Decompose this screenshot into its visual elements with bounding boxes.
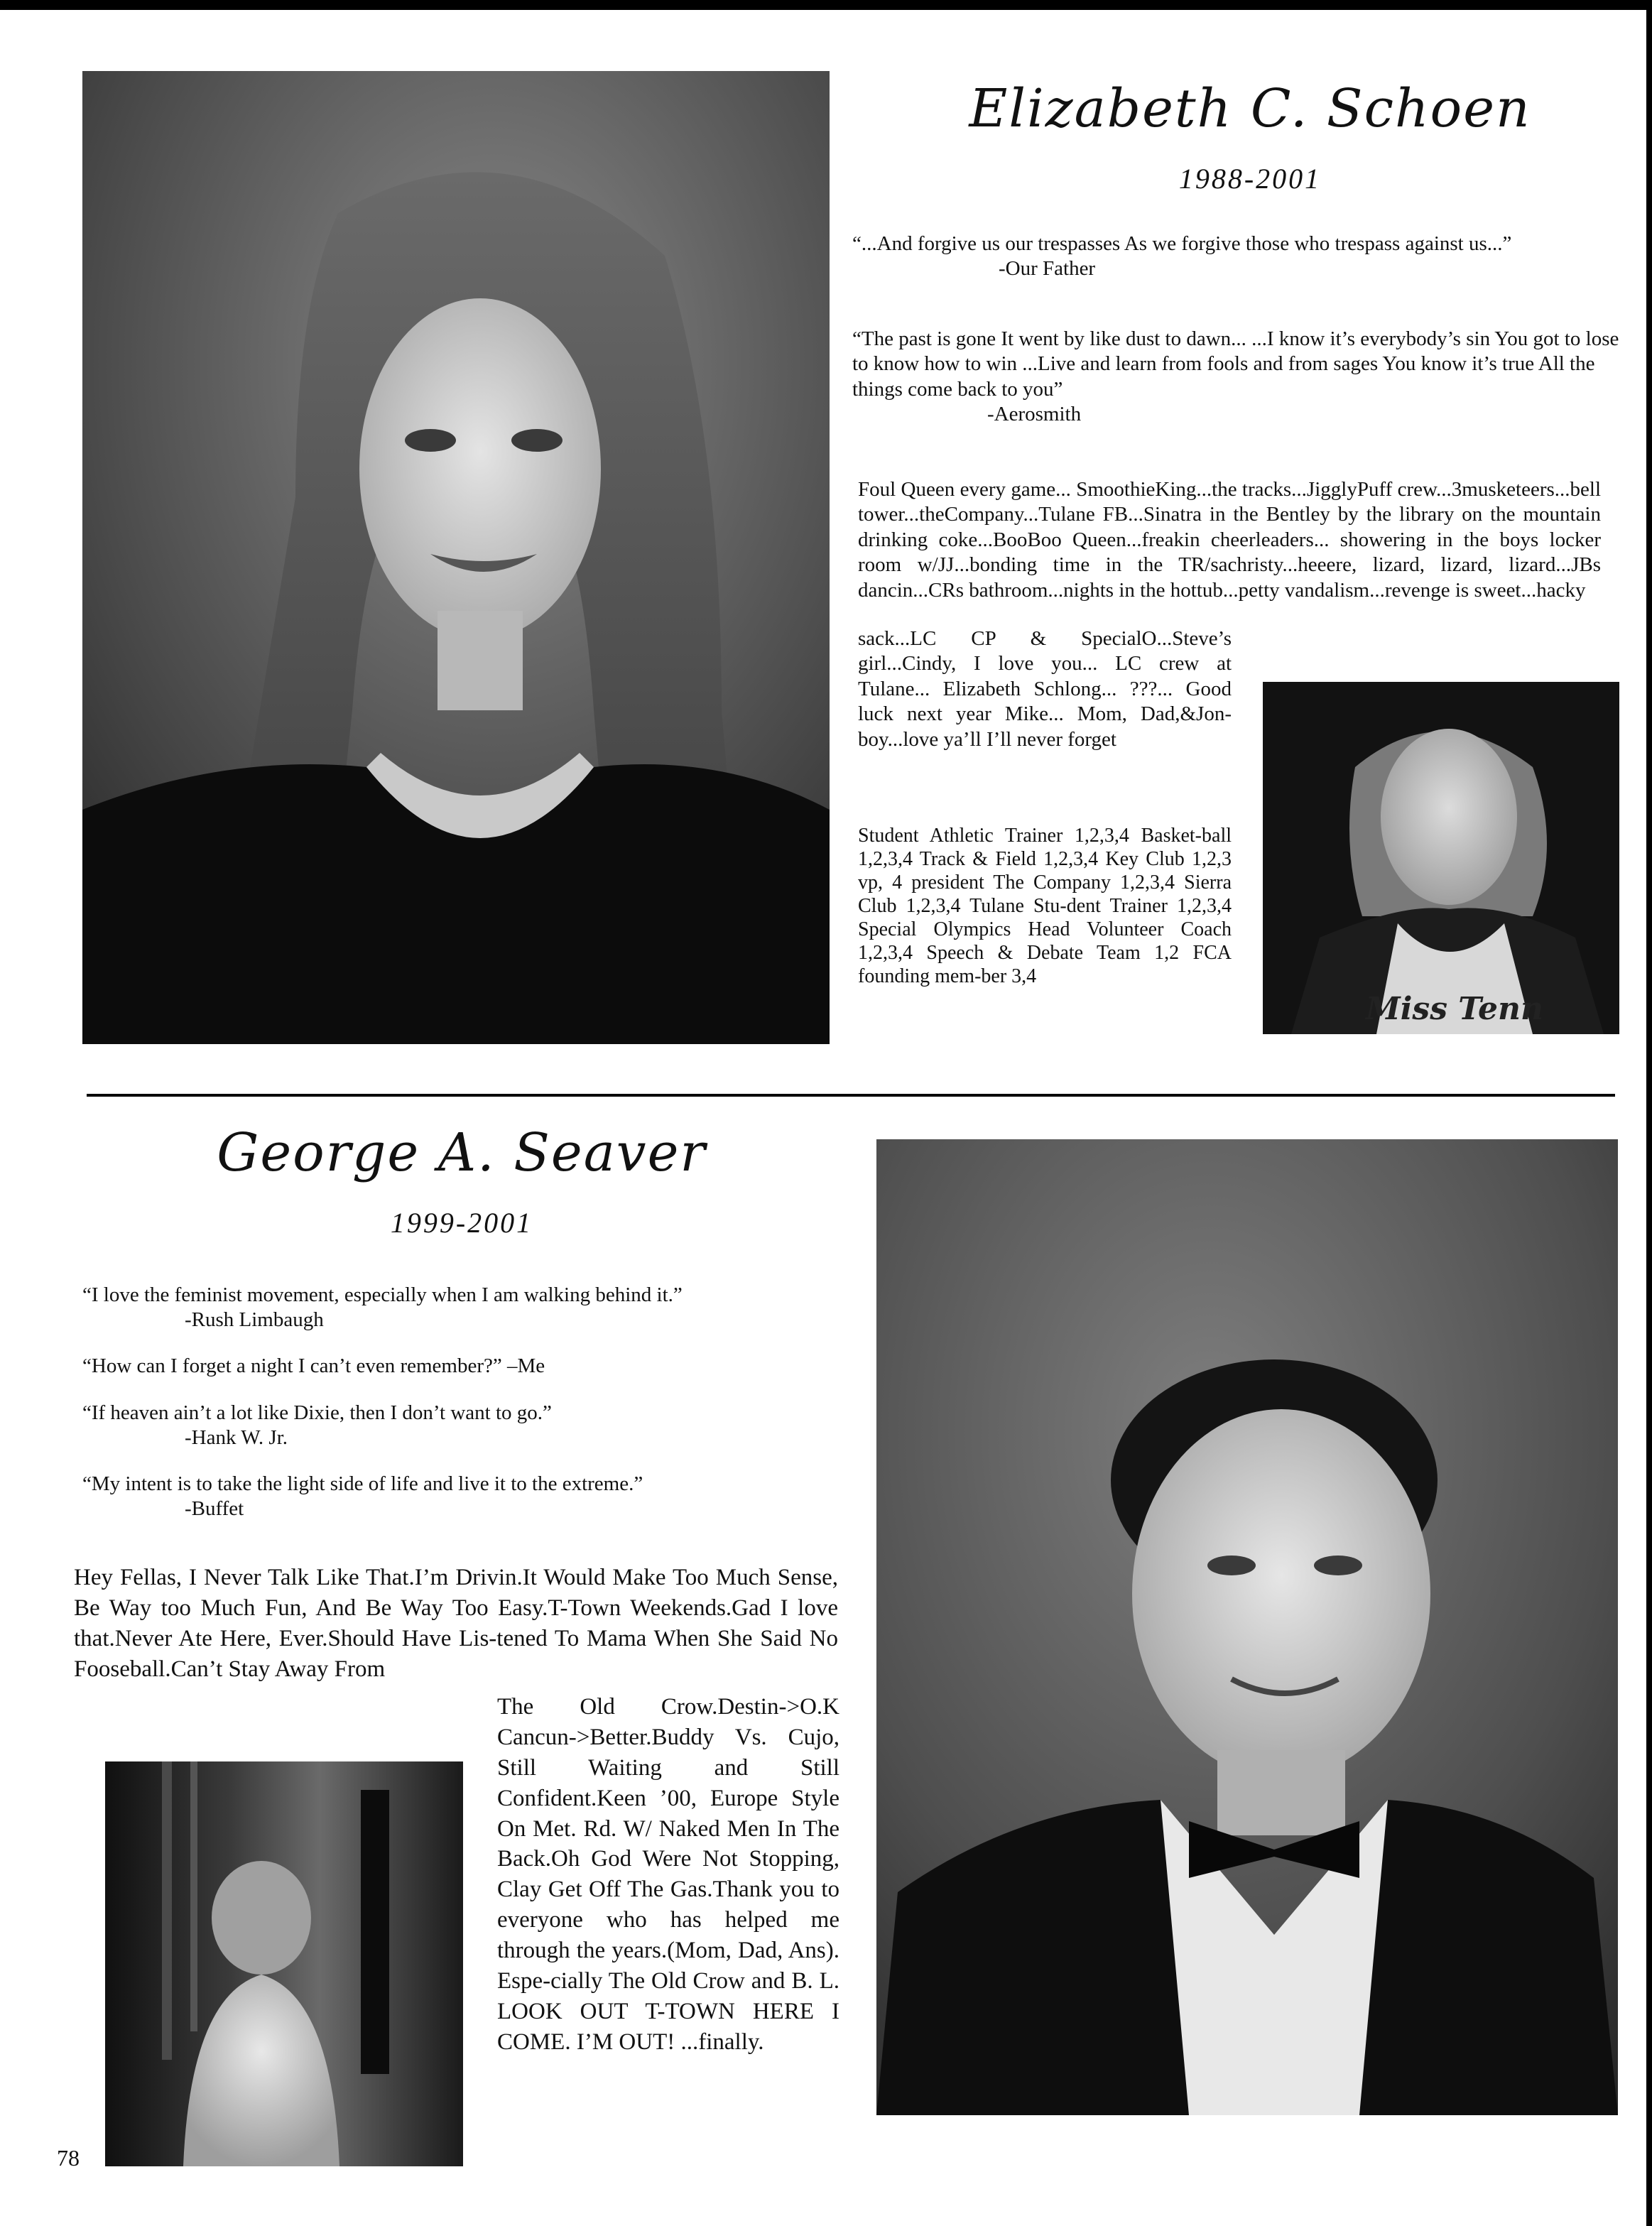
student1-name: Elizabeth C. Schoen	[969, 78, 1531, 139]
student1-quote-2-attribution: -Aerosmith	[987, 403, 1082, 426]
elizabeth-candid-photo	[1263, 682, 1619, 1034]
student2-quote-4	[82, 1472, 864, 1522]
student2-quote-1	[82, 1283, 864, 1333]
student2-bio-narrow: The Old Crow.Destin->O.K Cancun->Better.Buddy Vs. Cujo, Still Waiting and Still Confident.Keen ’00, Europe Style On Met. Rd. W/ Naked Men In The Back.Oh God Were Not Stopping, Clay Get Off The Gas.Thank you to everyone who has helped me through the years.(Mom, Dad, Ans). Espe-cially The Old Crow and B. L. LOOK OUT T-TOWN HERE I COME. I’M OUT! ...finally.	[497, 1694, 839, 2055]
student1-quote-2-text: “The past is gone It went by like dust to dawn... ...I know it’s everybody’s sin You got to lose to know how to win ...Live and learn from fools and from sages You know it’s true All the things come back to you”	[852, 327, 1619, 401]
page-right-border	[1646, 0, 1652, 2226]
student1-quote-1-text: “...And forgive us our trespasses As we forgive those who trespass against us...”	[852, 232, 1512, 255]
student2-quote-4-attribution: -Buffet	[185, 1497, 244, 1521]
student2-quote-3	[82, 1401, 864, 1451]
student2-quote-3-attribution: -Hank W. Jr.	[185, 1426, 288, 1450]
george-candid-photo	[105, 1761, 463, 2166]
student1-quote-1	[852, 232, 1563, 282]
student2-quote-1-attribution: -Rush Limbaugh	[185, 1308, 324, 1332]
student1-memories-wide: Foul Queen every game... SmoothieKing...the tracks...JigglyPuff crew...3musketeers...bell tower...theCompany...Tulane FB...Sinatra in the Bentley by the library on the mountain drinking coke...BooBoo Queen...freakin cheerleaders... showering in the boys locker room w/JJ...bonding time in the TR/sachristy...heeere, lizard, lizard, lizard...JBs dancin...CRs bathroom...nights in the hottub...petty vandalism...revenge is sweet...hacky	[858, 478, 1601, 602]
student1-quote-2	[852, 327, 1619, 428]
student1-activities: Student Athletic Trainer 1,2,3,4 Basket-ball 1,2,3,4 Track & Field 1,2,3,4 Key Club 1,2,3 vp, 4 president The Company 1,2,3,4 Sierra Club 1,2,3,4 Tulane Stu-dent Trainer 1,2,3,4 Special Olympics Head Volunteer Coach 1,2,3,4 Speech & Debate Team 1,2 FCA founding mem-ber 3,4	[858, 825, 1232, 988]
student2-quote-2: “How can I forget a night I can’t even remember?” –Me	[82, 1354, 545, 1377]
student2-bio-wide: Hey Fellas, I Never Talk Like That.I’m Drivin.It Would Make Too Much Sense, Be Way too Much Fun, And Be Way Too Easy.T-Town Weekends.Gad I love that.Never Ate Here, Ever.Should Have Lis-tened To Mama When She Said No Fooseball.Can’t Stay Away From	[74, 1565, 838, 1682]
student2-name: George A. Seaver	[217, 1122, 707, 1183]
page-top-border	[0, 0, 1652, 10]
candid-shirt-text: Miss Tenn	[1366, 991, 1543, 1027]
elizabeth-portrait-photo	[82, 71, 830, 1044]
section-divider	[87, 1094, 1615, 1097]
student2-quote-1-text: “I love the feminist movement, especially when I am walking behind it.”	[82, 1283, 683, 1306]
student2-quote-4-text: “My intent is to take the light side of life and live it to the extreme.”	[82, 1472, 643, 1495]
page-number: 78	[57, 2145, 80, 2171]
student1-quote-1-attribution: -Our Father	[999, 257, 1096, 281]
student2-years: 1999-2001	[390, 1207, 533, 1239]
student2-quote-3-text: “If heaven ain’t a lot like Dixie, then I don’t want to go.”	[82, 1401, 552, 1424]
student1-memories-narrow: sack...LC CP & SpecialO...Steve’s girl...Cindy, I love you... LC crew at Tulane... Elizabeth Schlong... ???... Good luck next year Mike... Mom, Dad,&Jon-boy...love ya’ll I’ll never forget	[858, 627, 1232, 751]
george-portrait-photo	[876, 1139, 1618, 2115]
student1-years: 1988-2001	[1178, 163, 1322, 195]
